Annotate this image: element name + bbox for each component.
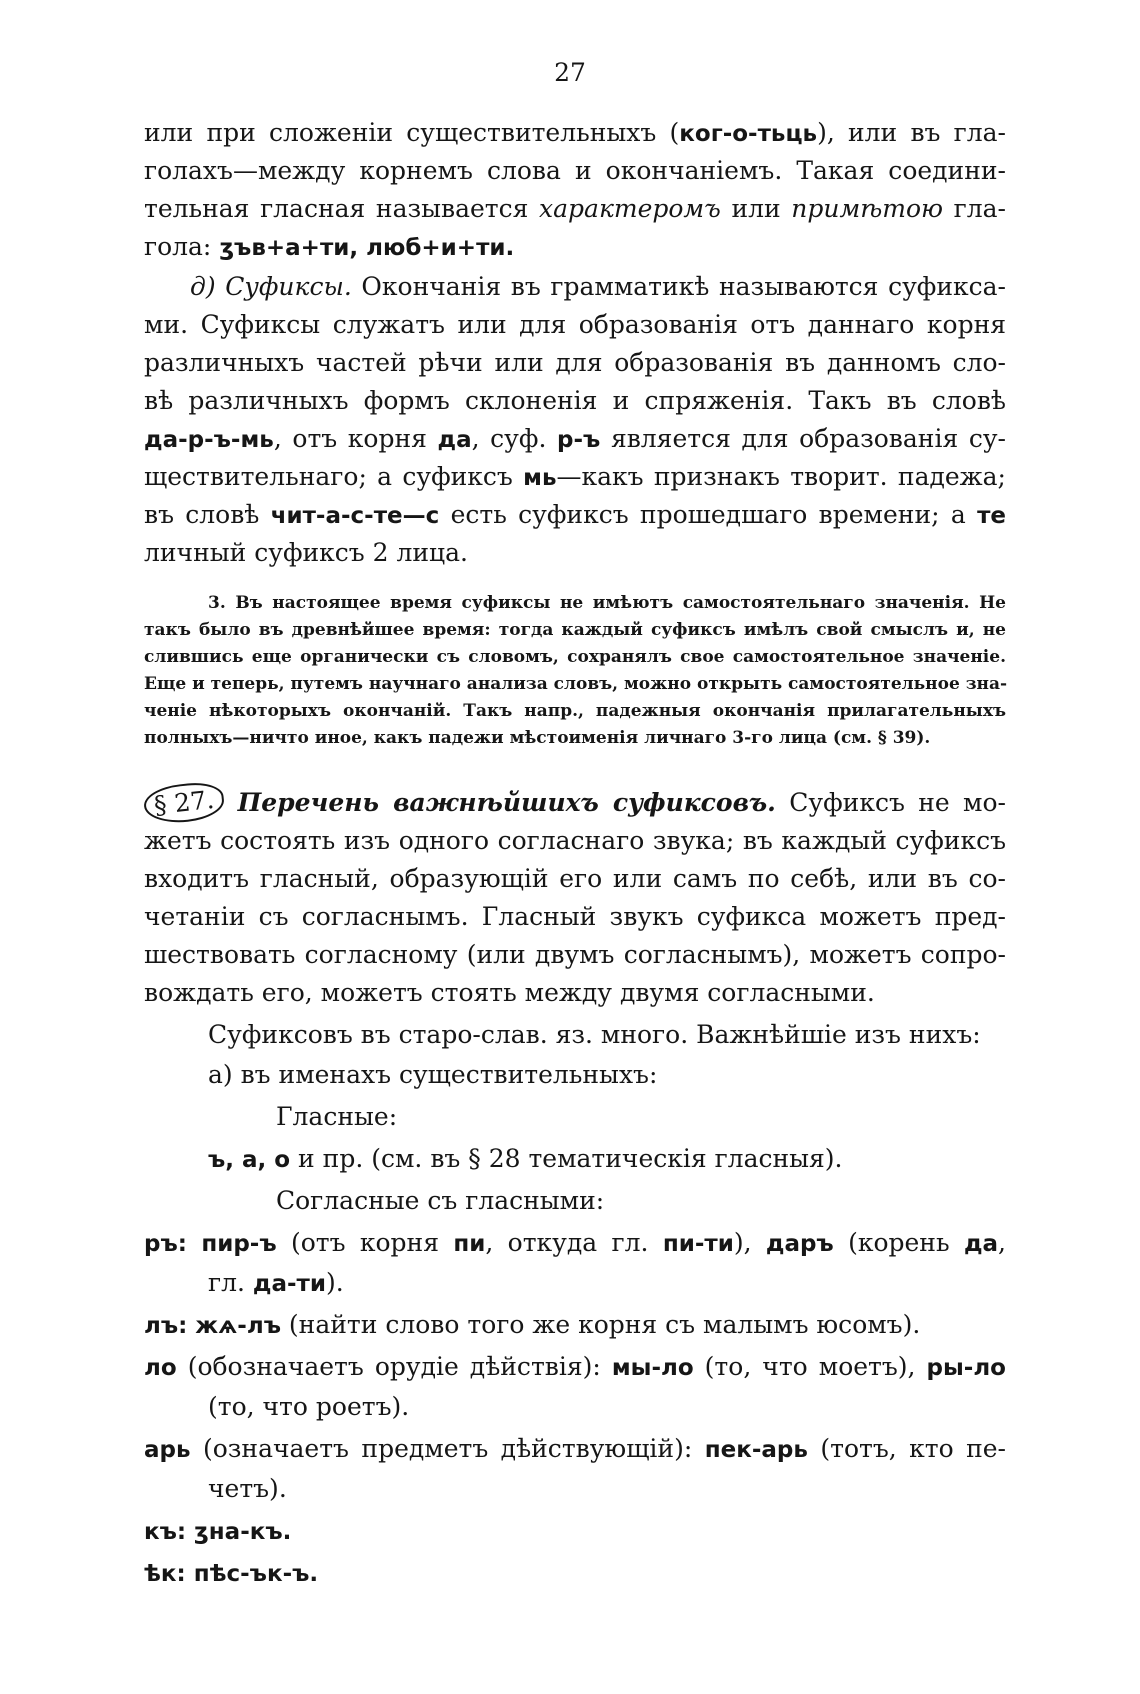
subheading-consonants: Согласные съ гласными:	[276, 1186, 605, 1215]
text-line: ми. Суфиксы служатъ или для образованiя отъ даннаго корня	[144, 310, 1006, 339]
note-line: 3. Въ настоящее время суфиксы не имѣютъ самостоятельнаго значенiя. Не	[208, 593, 1006, 613]
suffix-key: ло	[144, 1355, 177, 1381]
text-line: вождать его, можетъ стоять между двумя согласными.	[144, 978, 875, 1007]
text-line: а) въ именахъ существительныхъ:	[208, 1060, 658, 1089]
list-item: ѣк: пѣс-ък-ъ.	[144, 1561, 319, 1587]
slavonic-word: ъ, а, о	[208, 1147, 291, 1173]
text-line: гола: ӡъв+а+ти, люб+и+ти.	[144, 232, 515, 261]
list-item-cont: (то, что роетъ).	[208, 1392, 410, 1421]
slavonic-word: ӡъв+а+ти, люб+и+ти.	[219, 235, 515, 261]
suffix-key: ѣк:	[144, 1561, 186, 1587]
list-item-cont: гл. да-ти).	[208, 1268, 344, 1297]
page-number: 27	[554, 58, 586, 87]
slavonic-word: те	[977, 503, 1006, 529]
text-line: Суфиксовъ въ старо-слав. яз. много. Важнѣйшiе изъ нихъ:	[208, 1020, 981, 1049]
slavonic-word: да-р-ъ-мь	[144, 427, 274, 453]
text-line: § 27. Перечень важнѣйшихъ суфиксовъ. Суфиксъ не мо-	[144, 784, 1006, 822]
text-line: да-р-ъ-мь, отъ корня да, суф. р-ъ является для образованiя су-	[144, 424, 1006, 453]
slavonic-word: р-ъ	[557, 427, 601, 453]
suffix-key: ръ:	[144, 1231, 187, 1257]
list-item: лъ: жѧ-лъ (найти слово того же корня съ малымъ юсомъ).	[144, 1310, 921, 1339]
note-line: полныхъ—ничто иное, какъ падежи мѣстоименiя личнаго 3-го лица (см. § 39).	[144, 728, 931, 748]
text-line: ществительнаго; а суфиксъ мь—какъ признакъ творит. падежа;	[144, 462, 1006, 491]
suffix-key: лъ:	[144, 1313, 188, 1339]
slavonic-word: мь	[523, 465, 557, 491]
slavonic-word: чит-а-с-те—с	[270, 503, 440, 529]
note-line: Еще и теперь, путемъ научнаго анализа словъ, можно открыть самостоятельное зна-	[144, 674, 1008, 694]
list-item: арь (означаетъ предметъ дѣйствующiй): пек-арь (тотъ, кто пе-	[144, 1434, 1006, 1463]
text-line: шествовать согласному (или двумъ согласнымъ), можетъ сопро-	[144, 940, 1006, 969]
text-line: различныхъ частей рѣчи или для образованiя въ данномъ сло-	[144, 348, 1006, 377]
term-italic: примѣтою	[791, 194, 944, 223]
section-number-circled: § 27.	[142, 780, 226, 826]
text-line: д) Суфиксы. Окончанiя въ грамматикѣ называются суфикса-	[190, 272, 1006, 301]
list-item: ръ: пир-ъ (отъ корня пи, откуда гл. пи-ти), даръ (корень да,	[144, 1228, 1006, 1257]
note-line: слившись еще органически съ словомъ, сохранялъ свое самостоятельное значенiе.	[144, 647, 1006, 667]
text-line: вѣ различныхъ формъ склоненiя и спряженiя. Такъ въ словѣ	[144, 386, 1006, 415]
text-line: четанiи съ согласнымъ. Гласный звукъ суфикса можетъ пред-	[144, 902, 1006, 931]
list-item-cont: четъ).	[208, 1474, 287, 1503]
note-line: такъ было въ древнѣйшее время: тогда каждый суфиксъ имѣлъ свой смыслъ и, не	[144, 620, 1006, 640]
text-line: личный суфиксъ 2 лица.	[144, 538, 468, 567]
list-item: къ: ӡна-къ.	[144, 1519, 292, 1545]
text-line: или при сложенiи существительныхъ (ког-о-тьць), или въ гла-	[144, 118, 1007, 147]
text-line: входитъ гласный, образующiй его или самъ по себѣ, или въ со-	[144, 864, 1006, 893]
text-line: жетъ состоять изъ одного согласнаго звука; въ каждый суфиксъ	[144, 826, 1006, 855]
slavonic-word: да	[437, 427, 472, 453]
text-line: голахъ—между корнемъ слова и окончанiемъ. Такая соедини-	[144, 156, 1006, 185]
text-line: тельная гласная называется характеромъ или примѣтою гла-	[144, 194, 1006, 223]
term-italic: характеромъ	[539, 194, 721, 223]
subheading-suffixes: д) Суфиксы.	[190, 272, 352, 301]
list-item: ло (обозначаетъ орудiе дѣйствiя): мы-ло (то, что моетъ), ры-ло	[144, 1352, 1006, 1381]
subheading-vowels: Гласные:	[276, 1102, 398, 1131]
slavonic-word: ког-о-тьць	[679, 121, 818, 147]
text-line: ъ, а, о и пр. (см. въ § 28 тематическiя гласныя).	[208, 1144, 843, 1173]
suffix-key: къ:	[144, 1519, 187, 1545]
suffix-key: арь	[144, 1437, 191, 1463]
section-heading: Перечень важнѣйшихъ суфиксовъ.	[237, 788, 776, 817]
text-line: въ словѣ чит-а-с-те—с есть суфиксъ прошедшаго времени; а те	[144, 500, 1006, 529]
note-line: ченiе нѣкоторыхъ окончанiй. Такъ напр., падежныя окончанiя прилагательныхъ	[144, 701, 1006, 721]
